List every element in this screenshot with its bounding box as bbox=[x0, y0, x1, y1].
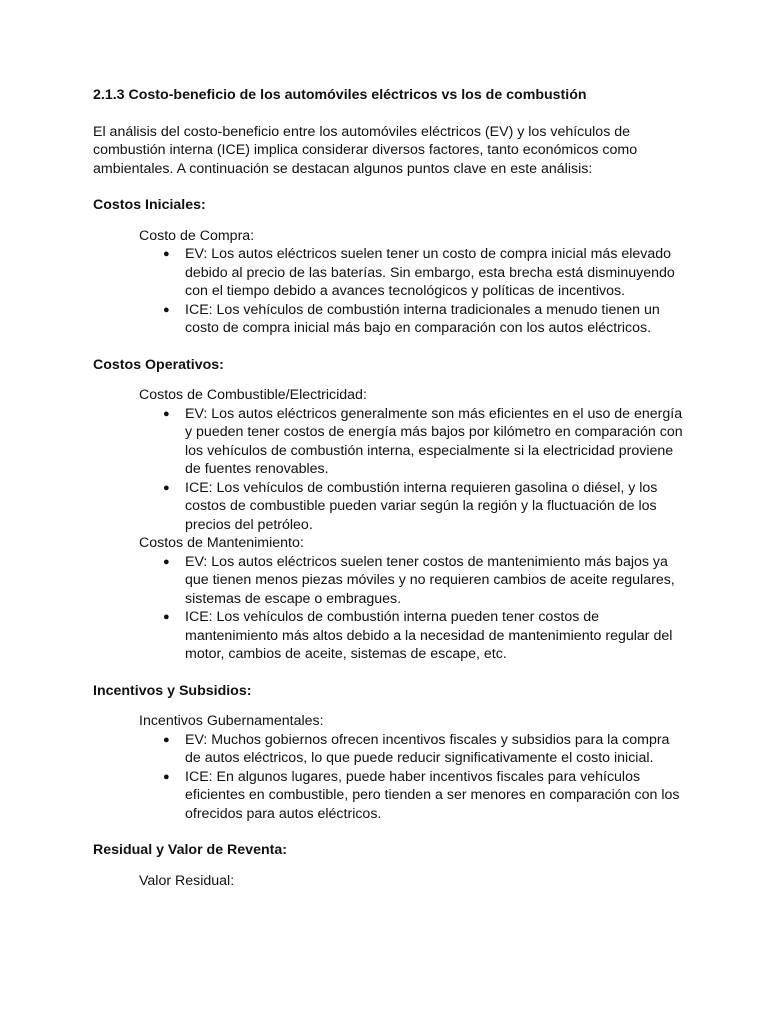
list-item bbox=[163, 608, 683, 664]
group-label: Incentivos Gubernamentales: bbox=[139, 713, 324, 729]
bullet-icon: ● bbox=[163, 248, 170, 260]
group-label: Costos de Combustible/Electricidad: bbox=[139, 387, 367, 403]
bullet-list bbox=[93, 405, 683, 535]
list-item-text: ICE: Los vehículos de combustión interna pueden tener costos de mantenimiento más altos debido a la necesidad de mantenimiento regular del motor, cambios de aceite, sistemas de escape, etc. bbox=[185, 609, 673, 662]
list-item-text: EV: Los autos eléctricos suelen tener un costo de compra inicial más elevado debido al precio de las baterías. Sin embargo, esta brecha está disminuyendo con el tiempo debido a avances tecnológicos y políticas de incentivos. bbox=[185, 246, 675, 299]
section-incentivos bbox=[93, 682, 683, 824]
bullet-icon: ● bbox=[163, 611, 170, 623]
section-residual bbox=[93, 841, 683, 890]
list-item bbox=[163, 245, 683, 301]
list-item-text: EV: Los autos eléctricos suelen tener costos de mantenimiento más bajos ya que tienen menos piezas móviles y no requieren cambios de aceite regulares, sistemas de escape o embragues. bbox=[185, 553, 675, 607]
bullet-list bbox=[93, 245, 683, 338]
bullet-list bbox=[93, 731, 683, 824]
list-item-text: ICE: En algunos lugares, puede haber incentivos fiscales para vehículos eficientes en combustible, pero tienden a ser menores en comparación con los ofrecidos para autos eléctricos. bbox=[185, 768, 680, 822]
section-title: Incentivos y Subsidios: bbox=[93, 682, 252, 699]
list-item bbox=[163, 768, 683, 824]
list-item bbox=[163, 405, 683, 479]
bullet-icon: ● bbox=[163, 407, 170, 420]
list-item bbox=[163, 553, 683, 609]
section-costos-iniciales bbox=[93, 196, 683, 338]
group-label: Costo de Compra: bbox=[139, 227, 255, 244]
list-item-text: EV: Los autos eléctricos generalmente son más eficientes en el uso de energía y pueden tener costos de energía más bajos por kilómetro en comparación con los vehículos de combustión interna, especialmente si la electricidad proviene de fuentes renovables. bbox=[185, 405, 683, 477]
list-item bbox=[163, 731, 683, 768]
group-label: Valor Residual: bbox=[139, 872, 235, 889]
bullet-icon: ● bbox=[163, 733, 170, 746]
section-costos-operativos bbox=[93, 356, 683, 664]
section-title: Costos Iniciales: bbox=[93, 197, 206, 213]
bullet-icon: ● bbox=[163, 770, 170, 783]
section-title: Costos Operativos: bbox=[93, 356, 224, 373]
document-body bbox=[93, 86, 683, 908]
list-item bbox=[163, 479, 683, 535]
document-title: 2.1.3 Costo-beneficio de los automóviles eléctricos vs los de combustión bbox=[93, 87, 587, 103]
bullet-icon: ● bbox=[163, 555, 170, 568]
bullet-icon: ● bbox=[163, 303, 170, 316]
section-title: Residual y Valor de Reventa: bbox=[93, 842, 287, 858]
list-item bbox=[163, 301, 683, 338]
group-label: Costos de Mantenimiento: bbox=[139, 535, 304, 551]
bullet-icon: ● bbox=[163, 481, 170, 494]
bullet-list bbox=[93, 553, 683, 664]
intro-paragraph: El análisis del costo-beneficio entre los automóviles eléctricos (EV) y los vehículos de combustión interna (ICE) implica considerar diversos factores, tanto económicos como ambientales. A continuación se destacan algunos puntos clave en este análisis: bbox=[93, 123, 638, 177]
list-item-text: ICE: Los vehículos de combustión interna requieren gasolina o diésel, y los costos de combustible pueden variar según la región y la fluctuación de los precios del petróleo. bbox=[185, 479, 658, 533]
list-item-text: EV: Muchos gobiernos ofrecen incentivos fiscales y subsidios para la compra de autos eléctricos, lo que puede reducir significativamente el costo inicial. bbox=[185, 731, 670, 766]
list-item-text: ICE: Los vehículos de combustión interna tradicionales a menudo tienen un costo de compra inicial más bajo en comparación con los autos eléctricos. bbox=[185, 301, 660, 336]
